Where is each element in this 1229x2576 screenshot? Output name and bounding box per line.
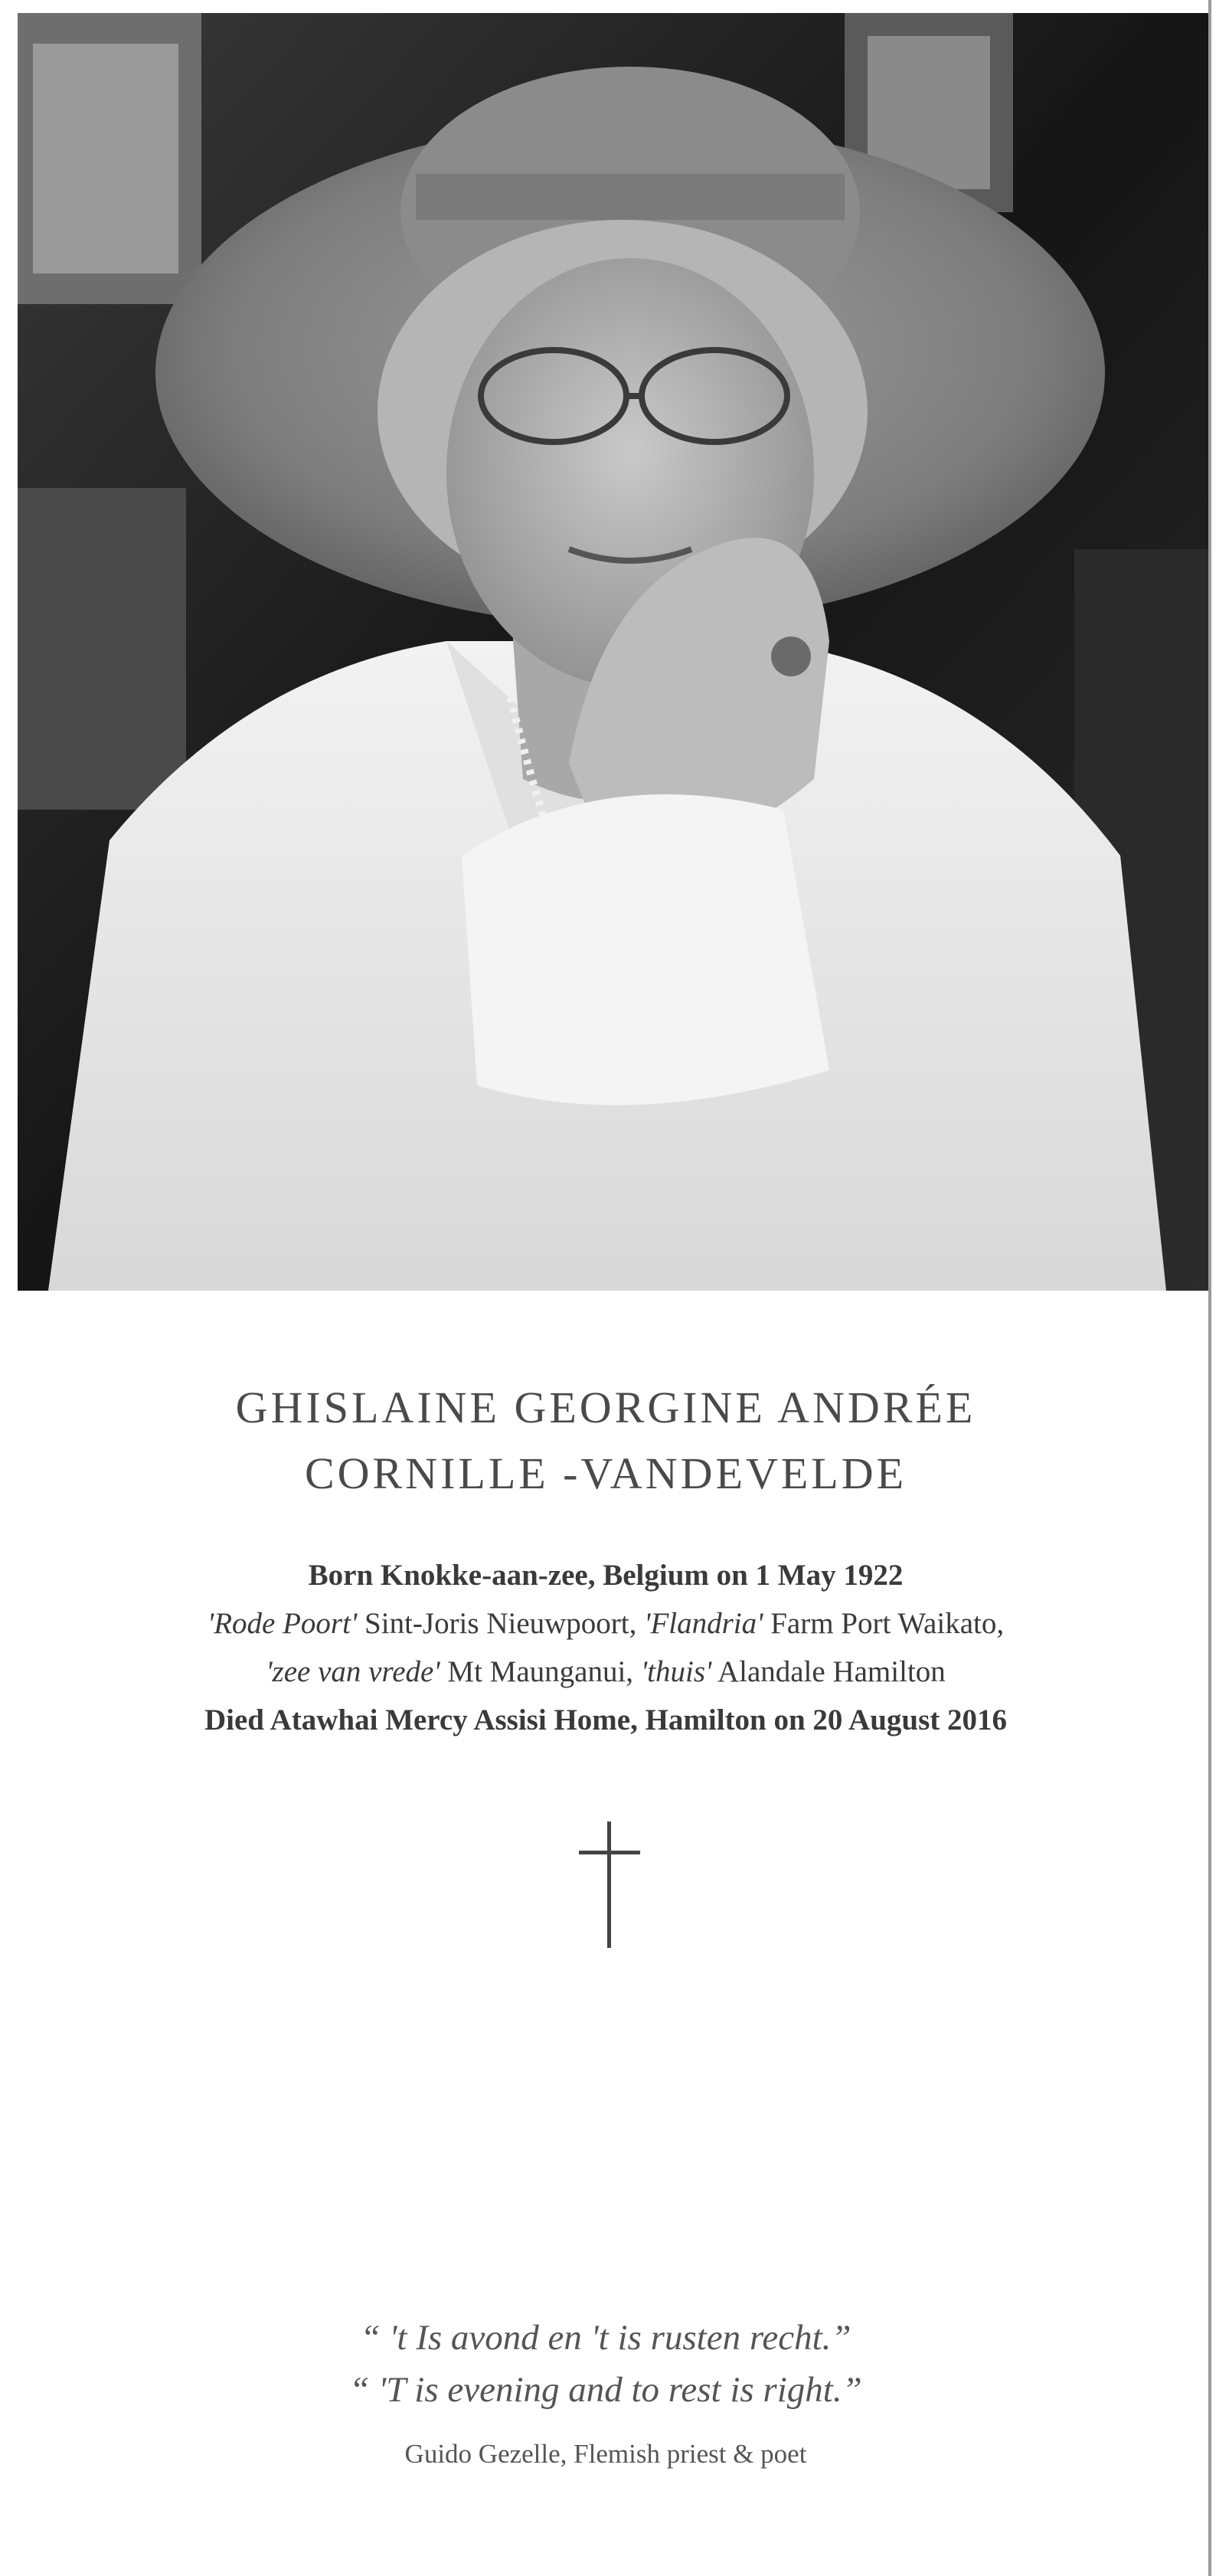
place-text: Farm Port Waikato, xyxy=(763,1607,1005,1640)
portrait-photo xyxy=(18,13,1208,1291)
name-line-2: CORNILLE -VANDEVELDE xyxy=(304,1448,907,1498)
born-line: Born Knokke-aan-zee, Belgium on 1 May 1922 xyxy=(308,1559,904,1592)
deceased-name xyxy=(0,1375,1211,1507)
place-text: Mt Maunganui, xyxy=(440,1655,641,1688)
portrait-image xyxy=(18,13,1208,1291)
place-thuis: 'thuis' xyxy=(640,1655,712,1688)
place-text: Alandale Hamilton xyxy=(711,1655,946,1688)
died-line: Died Atawhai Mercy Assisi Home, Hamilton on 20 August 2016 xyxy=(204,1704,1007,1736)
place-rode-poort: 'Rode Poort' xyxy=(207,1607,358,1640)
quote-line-2: “ 'T is evening and to rest is right.” xyxy=(349,2370,862,2410)
place-text: Sint-Joris Nieuwpoort, xyxy=(357,1607,645,1640)
place-zee-van-vrede: 'zee van vrede' xyxy=(266,1655,440,1688)
quote-line-1: “ 't Is avond en 't is rusten recht.” xyxy=(360,2318,851,2358)
cross-horizontal xyxy=(579,1851,640,1854)
places-line-2 xyxy=(0,1648,1211,1696)
name-line-1: GHISLAINE GEORGINE ANDRÉE xyxy=(235,1383,976,1432)
quote xyxy=(0,2312,1211,2416)
cross-icon xyxy=(579,1822,640,1948)
life-details xyxy=(0,1551,1211,1744)
place-flandria: 'Flandria' xyxy=(644,1607,763,1640)
quote-attribution: Guido Gezelle, Flemish priest & poet xyxy=(404,2439,807,2469)
cross-vertical xyxy=(607,1822,611,1948)
places-line-1 xyxy=(0,1599,1211,1648)
card-edge xyxy=(1208,0,1211,2576)
